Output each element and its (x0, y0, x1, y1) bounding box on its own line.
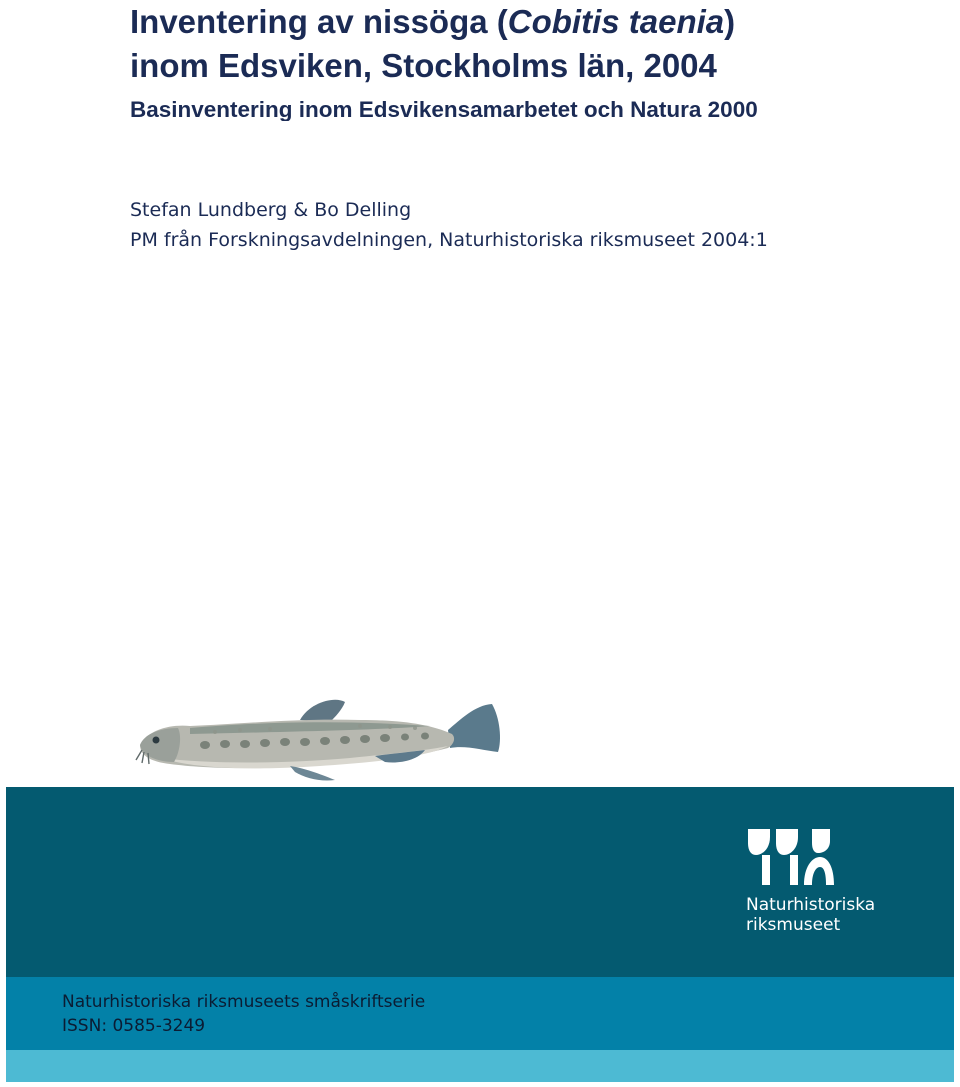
issn: ISSN: 0585-3249 (62, 1016, 206, 1036)
subtitle: Basinventering inom Edsvikensamarbetet och Natura 2000 (130, 97, 758, 121)
species-name: Cobitis taenia (507, 3, 725, 40)
museum-logo (746, 827, 886, 942)
museum-logo-text (746, 895, 875, 935)
museum-logo-mark-icon (746, 827, 836, 887)
footer-band-light (6, 1050, 954, 1082)
title-line-1: Inventering av nissöga (Cobitis taenia) (130, 3, 736, 40)
title-line-2: inom Edsviken, Stockholms län, 2004 (130, 47, 717, 84)
authors: Stefan Lundberg & Bo Delling (130, 199, 412, 221)
subtitle-container (130, 95, 890, 121)
fish-illustration (130, 690, 510, 790)
report-title (130, 0, 950, 88)
logo-line-2: riksmuseet (746, 915, 841, 935)
footer-series-info (62, 990, 425, 1038)
logo-line-1: Naturhistoriska (746, 895, 876, 915)
series-name: Naturhistoriska riksmuseets småskriftserie (62, 992, 426, 1012)
publication-series: PM från Forskningsavdelningen, Naturhistoriska riksmuseet 2004:1 (130, 229, 768, 251)
